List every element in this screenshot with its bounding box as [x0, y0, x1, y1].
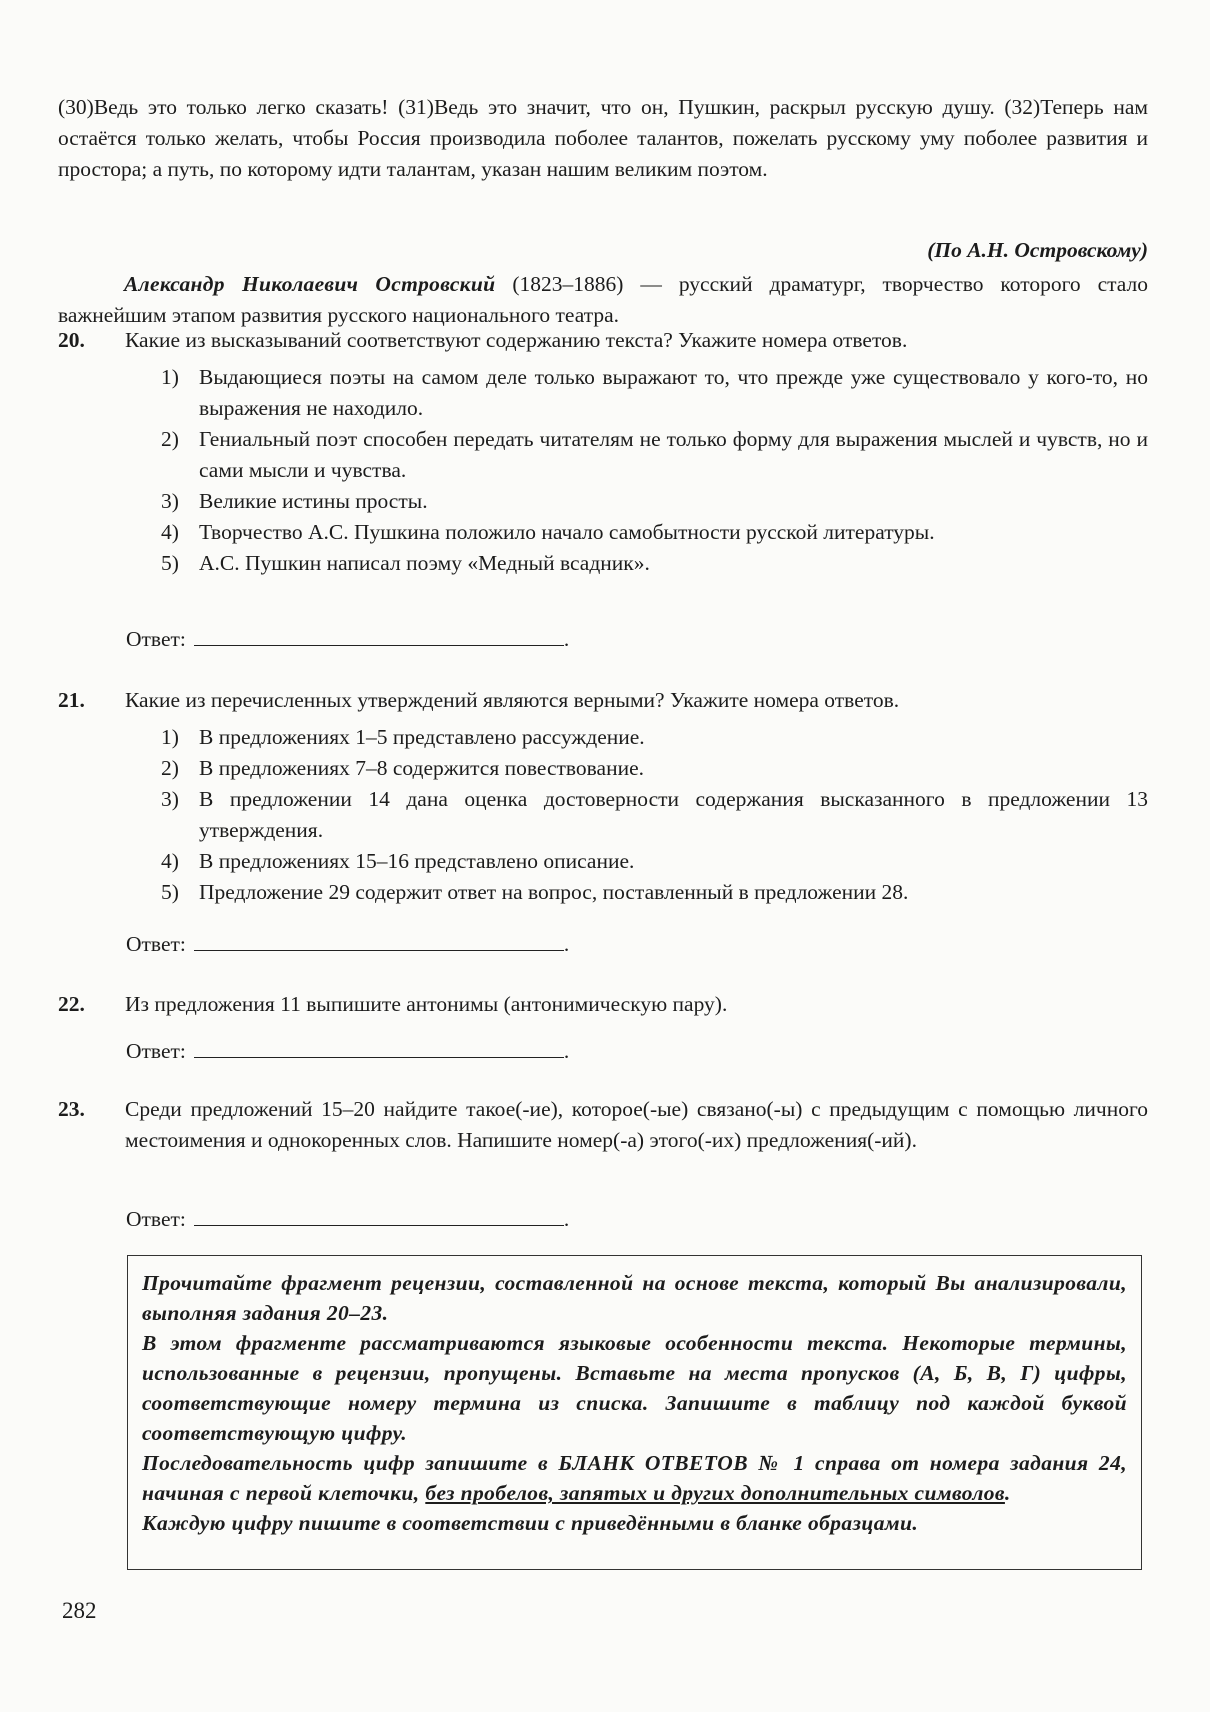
answer-label: Ответ: — [126, 627, 186, 651]
text-excerpt: (30)Ведь это только легко сказать! (31)Ведь это значит, что он, Пушкин, раскрыл русскую душу. (32)Теперь нам остаётся только желать, чтобы Россия производила поболее талантов, пожелать русскому уму поболее развития и простора; а путь, по которому идти талантам, указан нашим великим поэтом. — [58, 95, 1148, 181]
instruction-paragraph: Каждую цифру пишите в соответствии с приведёнными в бланке образцами. — [142, 1511, 919, 1535]
option-text: А.С. Пушкин написал поэму «Медный всадник». — [199, 551, 650, 575]
task-20 — [58, 325, 1148, 579]
option-number: 2) — [161, 427, 179, 451]
task-22 — [58, 989, 1148, 1020]
option-text: Творчество А.С. Пушкина положило начало самобытности русской литературы. — [199, 520, 935, 544]
answer-input[interactable] — [194, 623, 564, 646]
answer-end: . — [563, 627, 570, 651]
answer-option — [161, 877, 1148, 908]
answer-option — [161, 753, 1148, 784]
answer-options — [161, 362, 1148, 579]
answer-field-22 — [126, 1035, 569, 1067]
task-23 — [58, 1094, 1148, 1156]
answer-end: . — [563, 932, 570, 956]
task-question: Какие из перечисленных утверждений являются верными? Укажите номера ответов. — [125, 688, 900, 712]
answer-field-23 — [126, 1203, 569, 1235]
source-attribution: (По А.Н. Островскому) — [927, 238, 1148, 262]
answer-option — [161, 846, 1148, 877]
page-number: 282 — [62, 1598, 97, 1623]
option-number: 1) — [161, 725, 179, 749]
task-question: Какие из высказываний соответствуют содержанию текста? Укажите номера ответов. — [125, 328, 908, 352]
answer-option — [161, 424, 1148, 486]
instruction-text: Последовательность цифр запишите в БЛАНК ОТВЕТОВ № 1 справа от номера задания 24, начиная с первой клеточки, — [142, 1451, 1127, 1505]
task-number: 21. — [58, 688, 85, 712]
option-text: В предложениях 1–5 представлено рассуждение. — [199, 725, 645, 749]
answer-option — [161, 784, 1148, 846]
option-text: Предложение 29 содержит ответ на вопрос, поставленный в предложении 28. — [199, 880, 909, 904]
answer-option — [161, 722, 1148, 753]
task-question: Среди предложений 15–20 найдите такое(-ие), которое(-ые) связано(-ы) с предыдущим с помощью личного местоимения и однокоренных слов. Напишите номер(-а) этого(-их) предложения(-ий). — [125, 1097, 1148, 1152]
task-number: 22. — [58, 992, 85, 1016]
instruction-box — [127, 1255, 1142, 1570]
option-text: В предложениях 15–16 представлено описание. — [199, 849, 635, 873]
answer-label: Ответ: — [126, 1039, 186, 1063]
option-number: 3) — [161, 787, 179, 811]
instruction-text: . — [1004, 1481, 1011, 1505]
answer-input[interactable] — [194, 928, 564, 951]
author-note — [58, 269, 1148, 331]
option-text: Выдающиеся поэты на самом деле только выражают то, что прежде уже существовало у кого-то, но выражения не находило. — [199, 365, 1148, 420]
answer-options — [161, 722, 1148, 908]
answer-input[interactable] — [194, 1203, 564, 1226]
option-number: 5) — [161, 551, 179, 575]
task-21 — [58, 685, 1148, 908]
answer-option — [161, 486, 1148, 517]
answer-end: . — [563, 1207, 570, 1231]
option-text: Гениальный поэт способен передать читателям не только форму для выражения мыслей и чувств, но и сами мысли и чувства. — [199, 427, 1148, 482]
task-question: Из предложения 11 выпишите антонимы (антонимическую пару). — [125, 992, 728, 1016]
instruction-paragraph — [142, 1448, 1127, 1508]
option-number: 4) — [161, 849, 179, 873]
instruction-paragraph: Прочитайте фрагмент рецензии, составленной на основе текста, который Вы анализировали, выполняя задания 20–23. — [142, 1271, 1127, 1325]
answer-input[interactable] — [194, 1035, 564, 1058]
option-number: 5) — [161, 880, 179, 904]
task-number: 20. — [58, 328, 85, 352]
option-number: 4) — [161, 520, 179, 544]
answer-field-20 — [126, 623, 569, 655]
answer-label: Ответ: — [126, 1207, 186, 1231]
option-number: 1) — [161, 365, 179, 389]
answer-label: Ответ: — [126, 932, 186, 956]
answer-end: . — [563, 1039, 570, 1063]
answer-option — [161, 362, 1148, 424]
author-description: (1823–1886) — русский драматург, творчество которого стало важнейшим этапом развития русского национального театра. — [58, 272, 1148, 327]
instruction-paragraph: В этом фрагменте рассматриваются языковые особенности текста. Некоторые термины, использованные в рецензии, пропущены. Вставьте на места пропусков (А, Б, В, Г) цифры, соответствующие номеру термина из списка. Запишите в таблицу под каждой буквой соответствующую цифру. — [142, 1331, 1127, 1445]
option-number: 2) — [161, 756, 179, 780]
answer-option — [161, 517, 1148, 548]
option-text: Великие истины просты. — [199, 489, 428, 513]
task-number: 23. — [58, 1097, 85, 1121]
answer-option — [161, 548, 1148, 579]
option-text: В предложениях 7–8 содержится повествование. — [199, 756, 645, 780]
author-name: Александр Николаевич Островский — [124, 272, 496, 296]
option-number: 3) — [161, 489, 179, 513]
instruction-underlined: без пробелов, запятых и других дополнительных символов — [425, 1481, 1005, 1505]
answer-field-21 — [126, 928, 569, 960]
option-text: В предложении 14 дана оценка достоверности содержания высказанного в предложении 13 утверждения. — [199, 787, 1148, 842]
